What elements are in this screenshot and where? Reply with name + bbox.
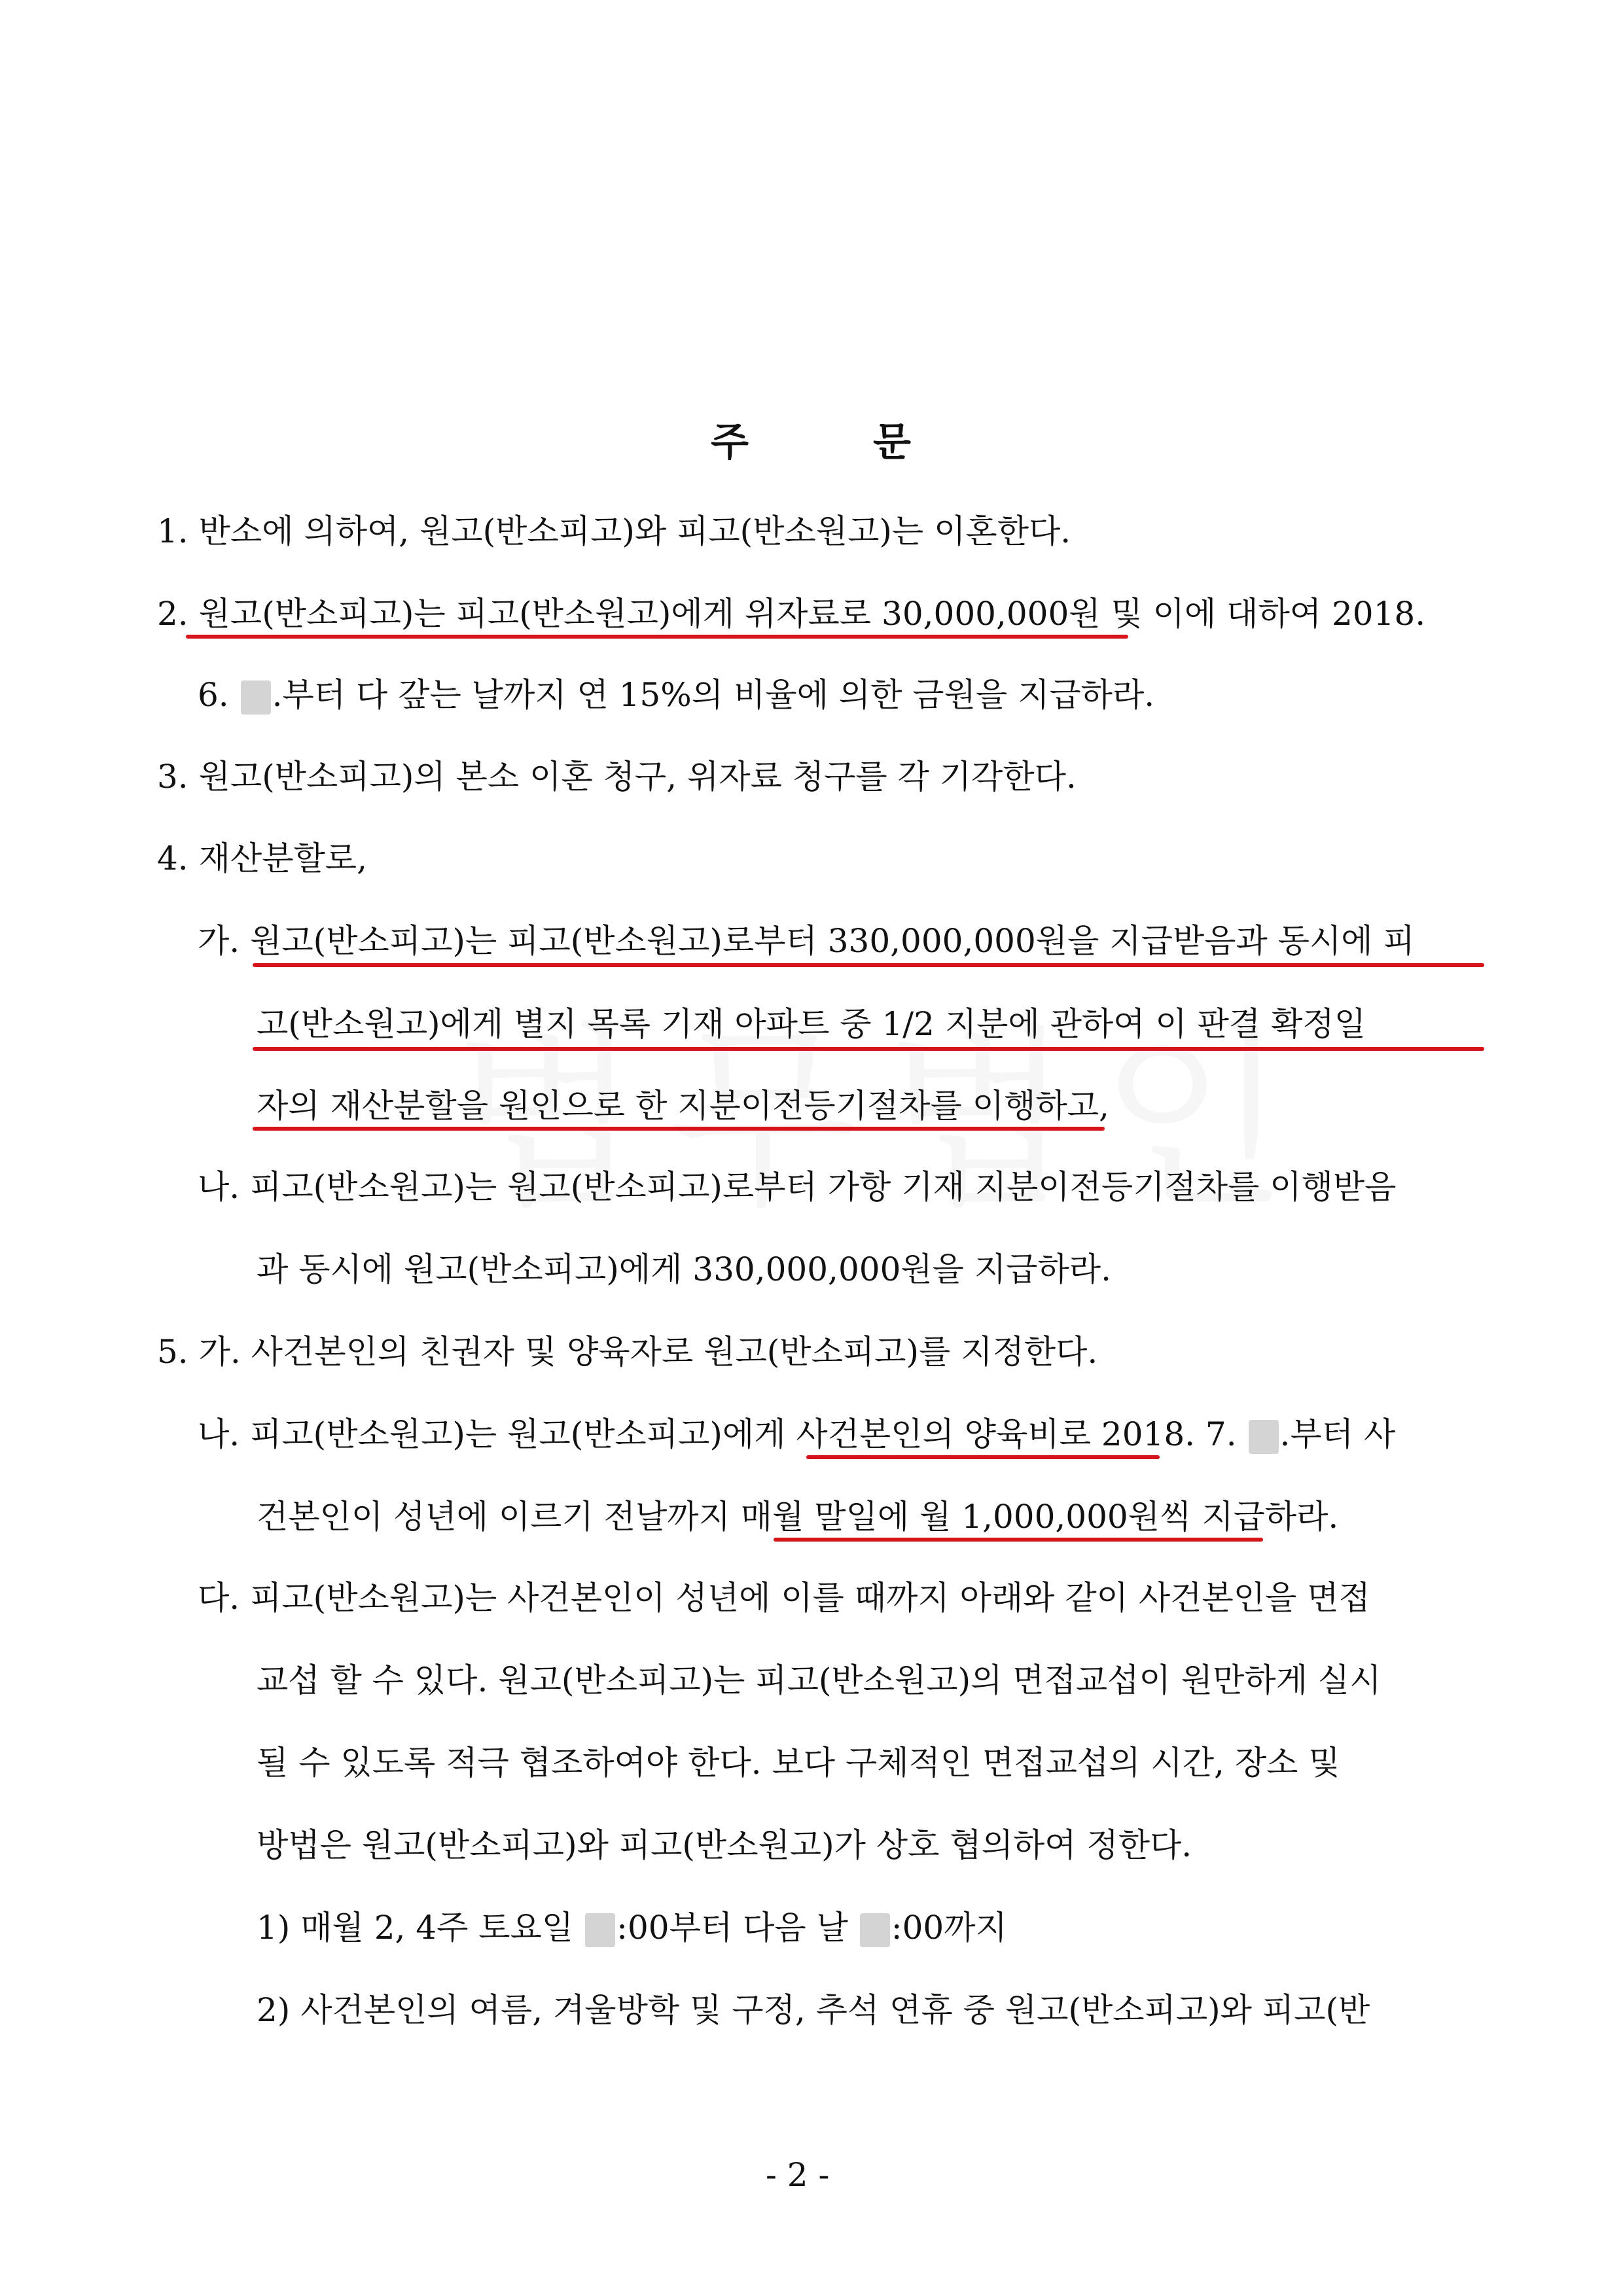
line-1: 1. 반소에 의하여, 원고(반소피고)와 피고(반소원고)는 이혼한다. [157,512,1071,550]
line-18-mid: :00부터 다음 날 [616,1909,859,1947]
line-7: 고(반소원고)에게 별지 목록 기재 아파트 중 1/2 지분에 관하여 이 판결 확정일 [257,1005,1366,1043]
line-3 [198,675,1154,715]
title-left: 주 [711,419,749,465]
line-19: 2) 사건본인의 여름, 겨울방학 및 구정, 추석 연휴 중 원고(반소피고)와 피고(반 [257,1991,1370,2029]
line-6: 가. 원고(반소피고)는 피고(반소원고)로부터 330,000,000원을 지급받음과 동시에 피 [198,922,1415,960]
line-13: 건본인이 성년에 이르기 전날까지 매월 말일에 월 1,000,000원씩 지급하라. [257,1498,1339,1536]
line-4: 3. 원고(반소피고)의 본소 이혼 청구, 위자료 청구를 각 기각한다. [157,758,1077,796]
line-2: 2. 원고(반소피고)는 피고(반소원고)에게 위자료로 30,000,000원 및 이에 대하여 2018. [157,595,1426,633]
line-3-end: .부터 다 갚는 날까지 연 15%의 비율에 의한 금원을 지급하라. [272,676,1155,714]
line-15: 교섭 할 수 있다. 원고(반소피고)는 피고(반소원고)의 면접교섭이 원만하게 실시 [257,1661,1382,1699]
page-number: - 2 - [766,2156,830,2194]
underline-3 [253,1047,1484,1051]
underline-5 [806,1455,1160,1459]
line-3-start: 6. [198,676,240,714]
title-right: 문 [872,419,911,465]
line-12-end: .부터 사 [1279,1415,1396,1453]
line-8: 자의 재산분할을 원인으로 한 지분이전등기절차를 이행하고, [257,1087,1109,1125]
underline-4 [253,1127,1105,1131]
redaction-block [860,1913,890,1947]
line-9: 나. 피고(반소원고)는 원고(반소피고)로부터 가항 기재 지분이전등기절차를 이행받음 [198,1168,1397,1206]
line-10: 과 동시에 원고(반소피고)에게 330,000,000원을 지급하라. [257,1250,1111,1288]
line-17: 방법은 원고(반소피고)와 피고(반소원고)가 상호 협의하여 정한다. [257,1826,1192,1864]
underline-6 [774,1538,1263,1542]
line-12-start: 나. 피고(반소원고)는 원고(반소피고)에게 사건본인의 양육비로 2018. 7. [198,1415,1247,1453]
line-5: 4. 재산분할로, [157,839,367,877]
line-18-start: 1) 매월 2, 4주 토요일 [257,1909,584,1947]
underline-2 [253,963,1484,967]
underline-1 [186,635,1128,639]
line-18 [257,1908,1007,1947]
line-16: 될 수 있도록 적극 협조하여야 한다. 보다 구체적인 면접교섭의 시간, 장소 및 [257,1744,1340,1782]
line-12 [198,1415,1395,1454]
line-14: 다. 피고(반소원고)는 사건본인이 성년에 이를 때까지 아래와 같이 사건본인을 면접 [198,1579,1370,1617]
line-11: 5. 가. 사건본인의 친권자 및 양육자로 원고(반소피고)를 지정한다. [157,1333,1098,1371]
line-18-end: :00까지 [891,1909,1007,1947]
page-title [711,419,911,466]
redaction-block [1249,1420,1279,1454]
redaction-block [585,1913,615,1947]
redaction-block [241,680,271,715]
